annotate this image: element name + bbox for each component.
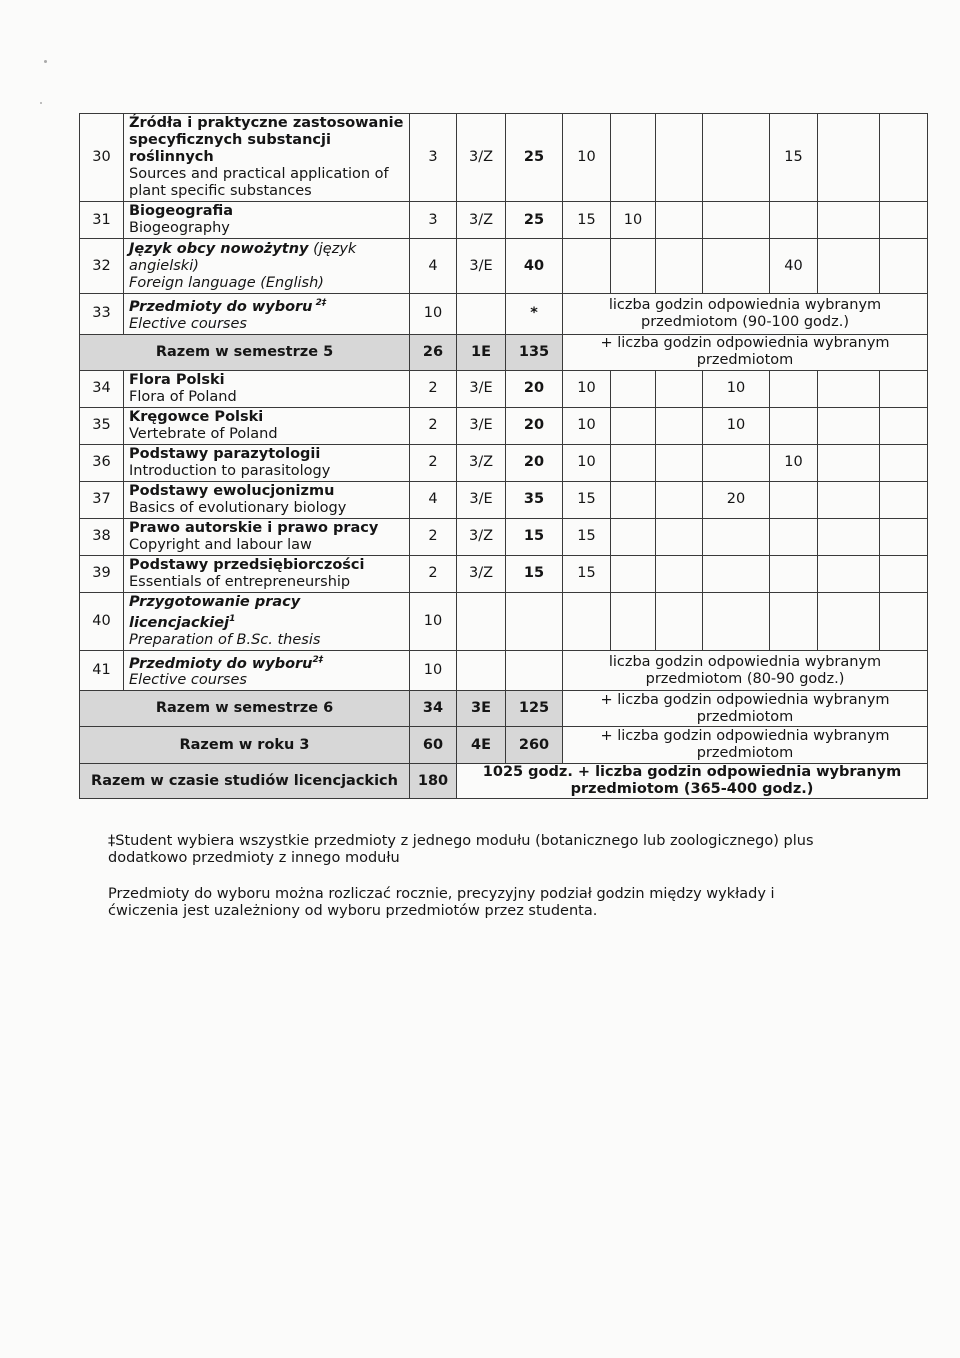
scan-speck xyxy=(40,102,42,104)
hours-total-cell: 135 xyxy=(506,334,563,370)
hours-cell xyxy=(656,444,703,481)
hours-cell xyxy=(656,592,703,650)
hours-cell xyxy=(563,239,611,294)
hours-cell xyxy=(656,555,703,592)
hours-cell xyxy=(770,202,818,239)
table-row xyxy=(80,407,928,444)
subject-pl: Źródła i praktyczne zastosowanie specyficznych substancji roślinnych xyxy=(129,115,404,165)
hours-cell xyxy=(770,555,818,592)
hours-cell xyxy=(703,239,770,294)
subject-cell xyxy=(124,202,410,239)
hours-cell xyxy=(611,481,656,518)
table-row xyxy=(80,592,928,650)
row-number: 37 xyxy=(80,481,124,518)
subject-cell xyxy=(124,481,410,518)
subject-cell xyxy=(124,650,410,691)
footnote-electives: Przedmioty do wyboru można rozliczać rocznie, precyzyjny podział godzin między wykłady i ćwiczenia jest uzależniony od wyboru przedmiotów przez studenta. xyxy=(108,886,775,919)
table-row xyxy=(80,481,928,518)
subject-en: Essentials of entrepreneurship xyxy=(129,573,351,590)
hours-cell: 10 xyxy=(770,444,818,481)
hours-cell xyxy=(611,592,656,650)
hours-cell xyxy=(880,239,928,294)
form-cell: 3/Z xyxy=(457,114,506,202)
ects-cell: 2 xyxy=(410,370,457,407)
subject-pl: Flora Polski xyxy=(129,371,225,388)
ects-cell: 4 xyxy=(410,481,457,518)
hours-cell xyxy=(880,555,928,592)
hours-cell xyxy=(703,114,770,202)
ects-cell: 26 xyxy=(410,334,457,370)
row-number: 30 xyxy=(80,114,124,202)
hours-cell xyxy=(818,518,880,555)
hours-cell xyxy=(880,592,928,650)
ects-cell: 10 xyxy=(410,592,457,650)
subject-pl: Podstawy parazytologii xyxy=(129,445,321,462)
hours-total-cell: 15 xyxy=(506,518,563,555)
subject-pl-cont: licencjackiej xyxy=(129,614,230,631)
subject-cell xyxy=(124,239,410,294)
row-number: 34 xyxy=(80,370,124,407)
form-cell: 3/E xyxy=(457,481,506,518)
subject-en: Preparation of B.Sc. thesis xyxy=(129,631,321,648)
hours-cell xyxy=(656,518,703,555)
hours-cell xyxy=(880,518,928,555)
ects-cell: 3 xyxy=(410,202,457,239)
form-cell: 3/E xyxy=(457,239,506,294)
form-cell: 3E xyxy=(457,691,506,727)
table-row xyxy=(80,518,928,555)
table-row xyxy=(80,294,928,335)
form-cell: 3/Z xyxy=(457,555,506,592)
subject-pl: Przedmioty do wyboru xyxy=(129,298,313,315)
hours-cell xyxy=(656,370,703,407)
hours-cell xyxy=(703,592,770,650)
subject-cell xyxy=(124,592,410,650)
subject-en: Introduction to parasitology xyxy=(129,462,331,479)
hours-total-cell: 260 xyxy=(506,727,563,764)
row-number: 33 xyxy=(80,294,124,335)
row-number: 40 xyxy=(80,592,124,650)
hours-cell xyxy=(818,444,880,481)
subject-pl: Podstawy ewolucjonizmu xyxy=(129,482,335,499)
hours-cell xyxy=(703,518,770,555)
hours-total-cell: 40 xyxy=(506,239,563,294)
hours-total-cell: * xyxy=(506,294,563,335)
hours-cell xyxy=(818,592,880,650)
hours-cell xyxy=(611,114,656,202)
hours-cell xyxy=(880,407,928,444)
subject-pl: Biogeografia xyxy=(129,203,234,219)
ects-cell: 2 xyxy=(410,518,457,555)
hours-cell: 15 xyxy=(563,481,611,518)
hours-cell xyxy=(880,114,928,202)
form-cell: 3/Z xyxy=(457,202,506,239)
ects-cell: 2 xyxy=(410,444,457,481)
ects-cell: 180 xyxy=(410,764,457,799)
hours-cell xyxy=(656,202,703,239)
hours-cell xyxy=(703,202,770,239)
hours-cell xyxy=(818,114,880,202)
row-number: 32 xyxy=(80,239,124,294)
subject-en: Biogeography xyxy=(129,220,230,236)
subject-cell xyxy=(124,114,410,202)
hours-cell: 10 xyxy=(703,407,770,444)
subject-pl: Kręgowce Polski xyxy=(129,408,264,425)
hours-cell xyxy=(656,239,703,294)
hours-cell: 10 xyxy=(563,370,611,407)
hours-cell xyxy=(611,239,656,294)
subject-cell xyxy=(124,370,410,407)
row-number: 35 xyxy=(80,407,124,444)
table-row xyxy=(80,239,928,294)
hours-note: 1025 godz. + liczba godzin odpowiednia wybranym przedmiotom (365-400 godz.) xyxy=(457,764,928,799)
hours-cell xyxy=(818,370,880,407)
ects-cell: 4 xyxy=(410,239,457,294)
form-cell xyxy=(457,650,506,691)
hours-cell xyxy=(611,407,656,444)
subject-pl-extra: (język angielski) xyxy=(129,240,357,274)
ects-cell: 2 xyxy=(410,555,457,592)
footnote-mark: 1 xyxy=(229,613,236,624)
ects-cell: 34 xyxy=(410,691,457,727)
hours-note: + liczba godzin odpowiednia wybranym przedmiotom xyxy=(563,691,928,727)
subject-cell xyxy=(124,444,410,481)
hours-cell: 40 xyxy=(770,239,818,294)
hours-cell xyxy=(880,202,928,239)
hours-total-cell: 20 xyxy=(506,407,563,444)
hours-cell xyxy=(611,555,656,592)
hours-total-cell xyxy=(506,592,563,650)
form-cell: 4E xyxy=(457,727,506,764)
hours-cell xyxy=(770,592,818,650)
hours-total-cell xyxy=(506,650,563,691)
footnote-mark: 2‡ xyxy=(312,654,324,665)
hours-total-cell: 15 xyxy=(506,555,563,592)
table-row xyxy=(80,444,928,481)
hours-cell: 15 xyxy=(770,114,818,202)
hours-cell xyxy=(880,481,928,518)
hours-cell xyxy=(770,407,818,444)
subject-en: Elective courses xyxy=(129,672,247,689)
hours-cell xyxy=(656,114,703,202)
hours-note: + liczba godzin odpowiednia wybranym przedmiotom xyxy=(563,727,928,764)
row-number: 36 xyxy=(80,444,124,481)
hours-cell xyxy=(770,481,818,518)
hours-cell xyxy=(656,407,703,444)
table-row xyxy=(80,202,928,239)
subject-pl: Podstawy przedsiębiorczości xyxy=(129,556,365,573)
hours-cell xyxy=(770,370,818,407)
table-row xyxy=(80,370,928,407)
subject-en: Sources and practical application of plant specific substances xyxy=(129,166,389,199)
form-cell xyxy=(457,592,506,650)
hours-total-cell: 25 xyxy=(506,114,563,202)
form-cell: 1E xyxy=(457,334,506,370)
hours-cell xyxy=(611,370,656,407)
studies-total-row xyxy=(80,764,928,799)
semester-total-label: Razem w semestrze 5 xyxy=(80,334,410,370)
semester-total-label: Razem w semestrze 6 xyxy=(80,691,410,727)
hours-cell: 15 xyxy=(563,202,611,239)
subject-en: Vertebrate of Poland xyxy=(129,425,278,442)
table-row xyxy=(80,650,928,691)
form-cell: 3/E xyxy=(457,407,506,444)
subject-pl: Przygotowanie pracy xyxy=(129,593,301,610)
hours-cell: 10 xyxy=(703,370,770,407)
hours-cell xyxy=(818,239,880,294)
ects-cell: 2 xyxy=(410,407,457,444)
ects-cell: 10 xyxy=(410,650,457,691)
hours-cell xyxy=(703,444,770,481)
subject-en: Elective courses xyxy=(129,315,247,332)
semester-total-row xyxy=(80,691,928,727)
hours-total-cell: 25 xyxy=(506,202,563,239)
hours-cell xyxy=(880,444,928,481)
subject-pl: Język obcy nowożytny xyxy=(129,240,309,257)
footnote-module: ‡Student wybiera wszystkie przedmioty z jednego modułu (botanicznego lub zoologicznego) plus dodatkowo przedmioty z innego modułu xyxy=(108,833,814,866)
study-plan-table xyxy=(79,113,928,799)
subject-cell xyxy=(124,407,410,444)
row-number: 31 xyxy=(80,202,124,239)
ects-cell: 10 xyxy=(410,294,457,335)
hours-note: liczba godzin odpowiednia wybranym przedmiotom (90-100 godz.) xyxy=(563,294,928,335)
studies-total-label: Razem w czasie studiów licencjackich xyxy=(80,764,410,799)
hours-note: liczba godzin odpowiednia wybranym przedmiotom (80-90 godz.) xyxy=(563,650,928,691)
subject-en: Basics of evolutionary biology xyxy=(129,499,347,516)
form-cell: 3/Z xyxy=(457,444,506,481)
hours-cell xyxy=(818,202,880,239)
subject-en: Foreign language (English) xyxy=(129,274,324,291)
hours-cell: 20 xyxy=(703,481,770,518)
semester-total-row xyxy=(80,334,928,370)
form-cell: 3/Z xyxy=(457,518,506,555)
table-row xyxy=(80,114,928,202)
hours-cell xyxy=(818,555,880,592)
year-total-label: Razem w roku 3 xyxy=(80,727,410,764)
hours-cell: 15 xyxy=(563,555,611,592)
hours-cell xyxy=(611,518,656,555)
scan-speck xyxy=(44,60,47,63)
subject-pl: Przedmioty do wyboru xyxy=(129,655,313,672)
hours-cell xyxy=(818,407,880,444)
hours-cell xyxy=(563,592,611,650)
hours-cell: 10 xyxy=(563,114,611,202)
ects-cell: 60 xyxy=(410,727,457,764)
hours-cell xyxy=(703,555,770,592)
subject-cell xyxy=(124,294,410,335)
hours-cell xyxy=(880,370,928,407)
subject-en: Copyright and labour law xyxy=(129,536,312,553)
ects-cell: 3 xyxy=(410,114,457,202)
table-row xyxy=(80,555,928,592)
hours-cell: 15 xyxy=(563,518,611,555)
hours-total-cell: 20 xyxy=(506,444,563,481)
form-cell: 3/E xyxy=(457,370,506,407)
subject-cell xyxy=(124,555,410,592)
hours-total-cell: 35 xyxy=(506,481,563,518)
hours-cell xyxy=(818,481,880,518)
row-number: 39 xyxy=(80,555,124,592)
year-total-row xyxy=(80,727,928,764)
hours-cell: 10 xyxy=(611,202,656,239)
form-cell xyxy=(457,294,506,335)
hours-total-cell: 125 xyxy=(506,691,563,727)
hours-total-cell: 20 xyxy=(506,370,563,407)
subject-en: Flora of Poland xyxy=(129,388,237,405)
subject-pl: Prawo autorskie i prawo pracy xyxy=(129,519,379,536)
row-number: 41 xyxy=(80,650,124,691)
hours-cell xyxy=(770,518,818,555)
hours-cell xyxy=(656,481,703,518)
hours-cell xyxy=(611,444,656,481)
hours-note: + liczba godzin odpowiednia wybranym przedmiotom xyxy=(563,334,928,370)
row-number: 38 xyxy=(80,518,124,555)
subject-cell xyxy=(124,518,410,555)
footnote-mark: 2‡ xyxy=(312,298,327,308)
hours-cell: 10 xyxy=(563,407,611,444)
hours-cell: 10 xyxy=(563,444,611,481)
